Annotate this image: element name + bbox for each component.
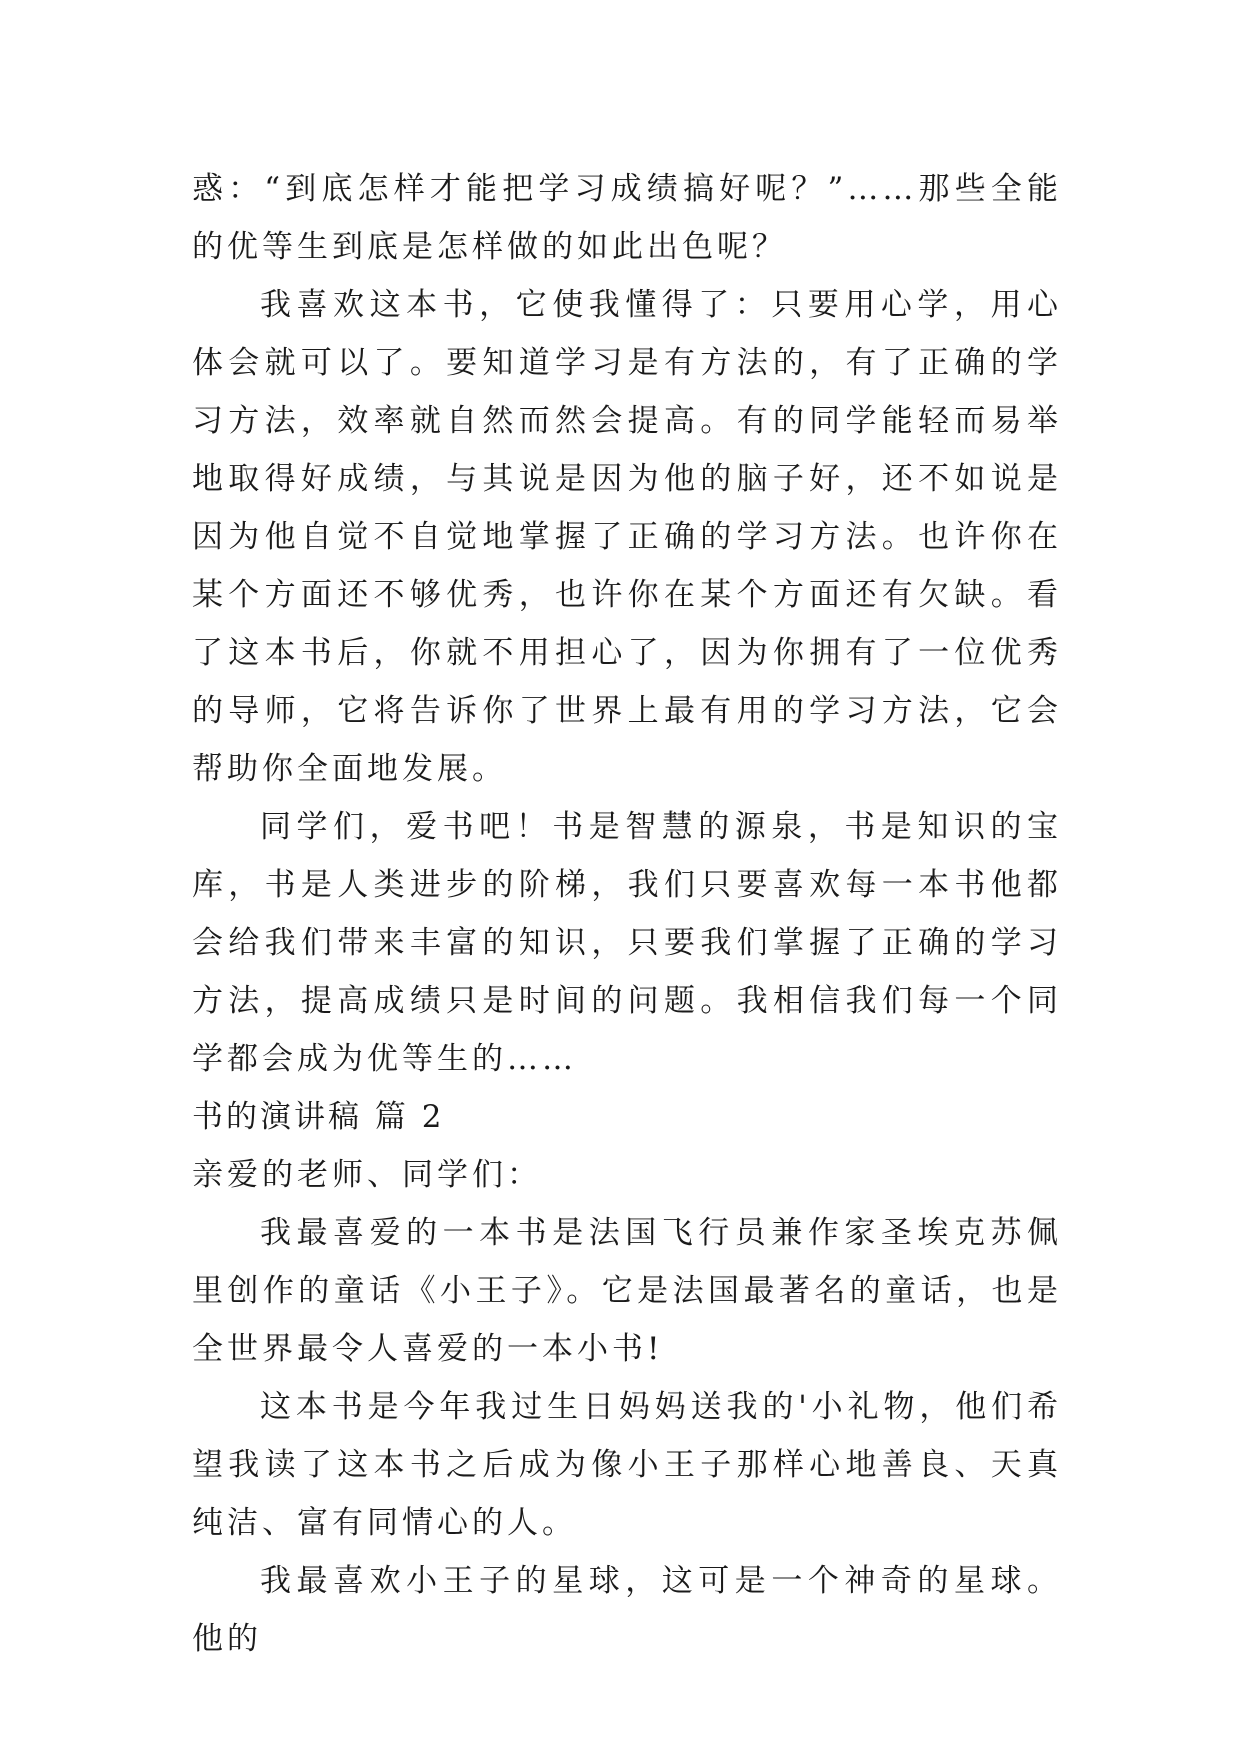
paragraph-love-books: 同学们，爱书吧！书是智慧的源泉，书是知识的宝库，书是人类进步的阶梯，我们只要喜欢每一本书他都会给我们带来丰富的知识，只要我们掌握了正确的学习方法，提高成绩只是时间的问题。我相信我们每一个同学都会成为优等生的…… (192, 809, 1062, 1077)
document-body (192, 160, 1062, 1668)
greeting: 亲爱的老师、同学们： (192, 1157, 542, 1193)
paragraph-continued: 惑：“到底怎样才能把学习成绩搞好呢？”……那些全能的优等生到底是怎样做的如此出色呢？ (192, 171, 1062, 265)
paragraph-planet: 我最喜欢小王子的星球，这可是一个神奇的星球。他的 (192, 1563, 1062, 1657)
paragraph-book-method: 我喜欢这本书，它使我懂得了：只要用心学，用心体会就可以了。要知道学习是有方法的，有了正确的学习方法，效率就自然而然会提高。有的同学能轻而易举地取得好成绩，与其说是因为他的脑子好，还不如说是因为他自觉不自觉地掌握了正确的学习方法。也许你在某个方面还不够优秀，也许你在某个方面还有欠缺。看了这本书后，你就不用担心了，因为你拥有了一位优秀的导师，它将告诉你了世界上最有用的学习方法，它会帮助你全面地发展。 (192, 287, 1062, 787)
section-title: 书的演讲稿 篇 2 (192, 1099, 445, 1135)
paragraph-birthday-gift: 这本书是今年我过生日妈妈送我的'小礼物，他们希望我读了这本书之后成为像小王子那样心地善良、天真纯洁、富有同情心的人。 (192, 1389, 1062, 1541)
paragraph-little-prince: 我最喜爱的一本书是法国飞行员兼作家圣埃克苏佩里创作的童话《小王子》。它是法国最著名的童话，也是全世界最令人喜爱的一本小书! (192, 1215, 1062, 1367)
